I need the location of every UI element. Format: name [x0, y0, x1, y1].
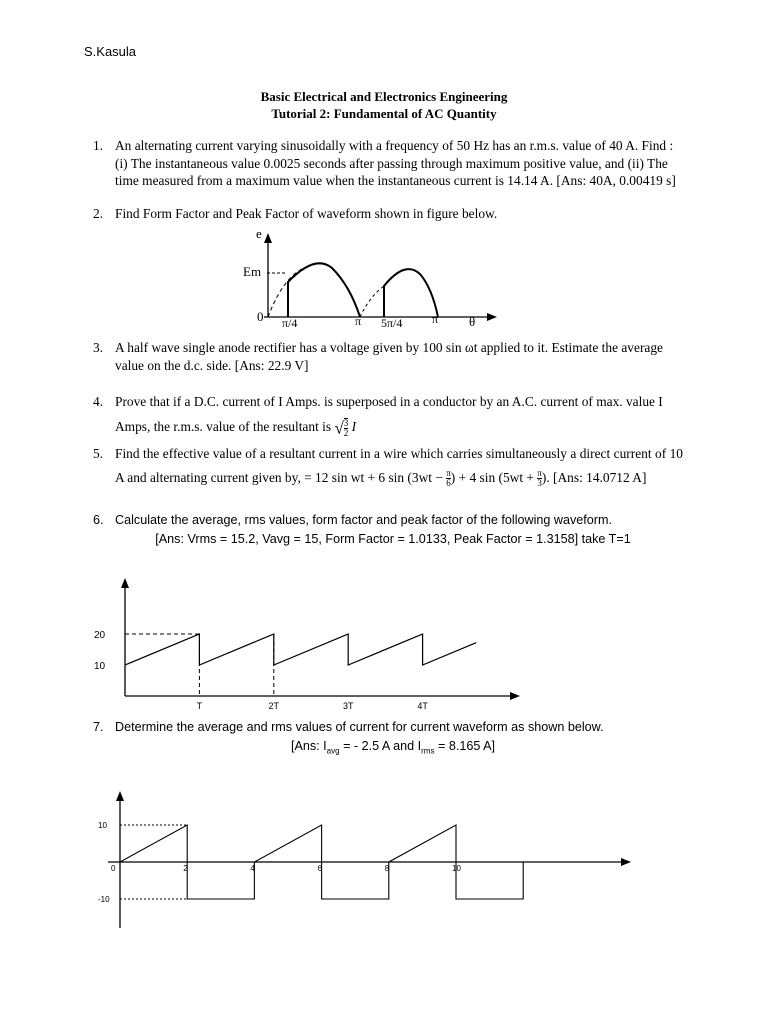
x-axis-arrow-icon — [510, 692, 520, 700]
answer-text: [Ans: Vrms = 15.2, Vavg = 15, Form Factor = 1.0133, Peak Factor = 1.3158] take T=1 — [155, 532, 631, 546]
question-text: Find Form Factor and Peak Factor of waveform shown in figure below. — [115, 206, 498, 221]
question-2 — [93, 205, 683, 223]
x-tick-label: π — [355, 314, 362, 328]
x-tick-label: 3T — [342, 701, 354, 711]
answer-text — [93, 737, 693, 761]
y-tick-label: -10 — [98, 895, 110, 904]
wave-hump-1 — [288, 263, 360, 317]
current-symbol: I — [351, 419, 357, 434]
x-tick-label: 0 — [111, 864, 116, 873]
answer-part: [Ans: I — [290, 739, 327, 753]
question-text: An alternating current varying sinusoidally with a frequency of 50 Hz has an r.m.s. value of 40 A. Find : (i) The instantaneous value 0.0025 seconds after passing through maximum positive value, and (ii) The time measured from a maximum value when the instantaneous current is 14.14 A. [Ans: 40A, 0.00419 s] — [115, 138, 676, 189]
origin-label: 0 — [257, 309, 264, 324]
question-text-part: Find the effective value of a resultant current in a wire which carries simultaneously a direct current of 10 A and alternating current given by, — [115, 446, 683, 485]
question-text: A half wave single anode rectifier has a voltage given by 100 sin ωt applied to it. Estimate the average value on the d.c. side. [Ans: 22.9 V] — [115, 340, 663, 373]
x-tick-label: 8 — [384, 864, 390, 873]
x-tick-label: 10 — [452, 864, 461, 873]
x-tick-label: 6 — [317, 864, 323, 873]
fraction-denominator: 3 — [537, 478, 542, 489]
question-5 — [93, 442, 683, 490]
fraction-numerator: 3 — [343, 417, 349, 428]
question-text: Determine the average and rms values of current for current waveform as shown below. — [115, 720, 604, 734]
fraction-denominator: 6 — [446, 478, 451, 489]
y-axis-arrow-icon — [264, 233, 272, 243]
question-number: 4. — [93, 394, 104, 409]
equation-part: ). — [541, 470, 550, 485]
question-text: Calculate the average, rms values, form factor and peak factor of the following waveform. — [115, 513, 612, 527]
answer-text: [Ans: 14.0712 A] — [553, 470, 647, 485]
question-text-part: Prove that if a D.C. current of I Amps. is superposed in a conductor by an A.C. current of max. value I Amps, the r.m.s. value of the resultant is — [115, 394, 663, 434]
waveform-line — [125, 634, 476, 665]
sawtooth-chart — [80, 570, 540, 720]
answer-part: = 8.165 A] — [437, 739, 496, 753]
y-tick-label: 10 — [98, 821, 107, 830]
current-waveform-chart — [88, 788, 648, 938]
document-title: Basic Electrical and Electronics Engineering — [260, 89, 508, 104]
equation-part: ) + — [450, 470, 467, 485]
document-subtitle: Tutorial 2: Fundamental of AC Quantity — [271, 106, 497, 121]
x-tick-label: θ — [469, 314, 476, 329]
x-tick-label: 4T — [417, 701, 428, 711]
x-tick-label: 5π/4 — [381, 316, 403, 330]
fraction-numerator: π — [537, 468, 542, 479]
x-tick-label: π/4 — [282, 316, 298, 330]
question-number: 3. — [93, 340, 104, 355]
sqrt-fraction — [344, 418, 349, 438]
y-axis-arrow-icon — [121, 578, 129, 588]
question-number: 2. — [93, 206, 104, 221]
y-axis-arrow-icon — [116, 791, 124, 801]
author-name: S.Kasula — [84, 44, 137, 59]
x-tick-label: 2T — [268, 701, 280, 711]
em-label: Em — [243, 264, 262, 279]
question-text: Prove that if a D.C. current of I Amps. is superposed in a conductor by an A.C. current of max. value I Amps, the r.m.s. value of the resultant is √ $\frac{3}{2}$ I — [115, 394, 663, 438]
equation-part: = 12 sin wt + 6 sin (3wt − — [304, 470, 443, 485]
question-number: 7. — [93, 720, 104, 734]
question-3 — [93, 339, 683, 374]
answer-subscript: avg — [326, 746, 340, 756]
question-number: 1. — [93, 138, 104, 153]
answer-part: = - 2.5 A and I — [343, 739, 422, 753]
y-axis-label: e — [256, 226, 262, 241]
x-axis-arrow-icon — [487, 313, 497, 321]
x-tick-label: 2 — [183, 864, 188, 873]
y-tick-label: 10 — [94, 661, 106, 672]
question-text — [115, 442, 683, 490]
rectified-wave-figure — [240, 224, 510, 334]
x-tick-label: 4 — [250, 864, 255, 873]
answer-subscript: rms — [421, 746, 435, 756]
x-axis-arrow-icon — [621, 858, 631, 866]
question-4 — [93, 389, 683, 440]
fraction-denominator: 2 — [343, 427, 349, 438]
wave-dashed-mid — [360, 286, 384, 317]
question-1 — [93, 137, 683, 190]
question-6 — [93, 511, 693, 549]
x-tick-label: π — [432, 312, 439, 326]
question-7 — [93, 718, 693, 761]
wave-hump-2 — [384, 269, 438, 317]
question-number: 5. — [93, 446, 104, 461]
question-number: 6. — [93, 513, 104, 527]
y-tick-label: 20 — [94, 630, 106, 641]
fraction-numerator: π — [446, 468, 451, 479]
equation-part: 4 sin (5wt + — [469, 470, 534, 485]
x-tick-label: T — [196, 701, 203, 711]
